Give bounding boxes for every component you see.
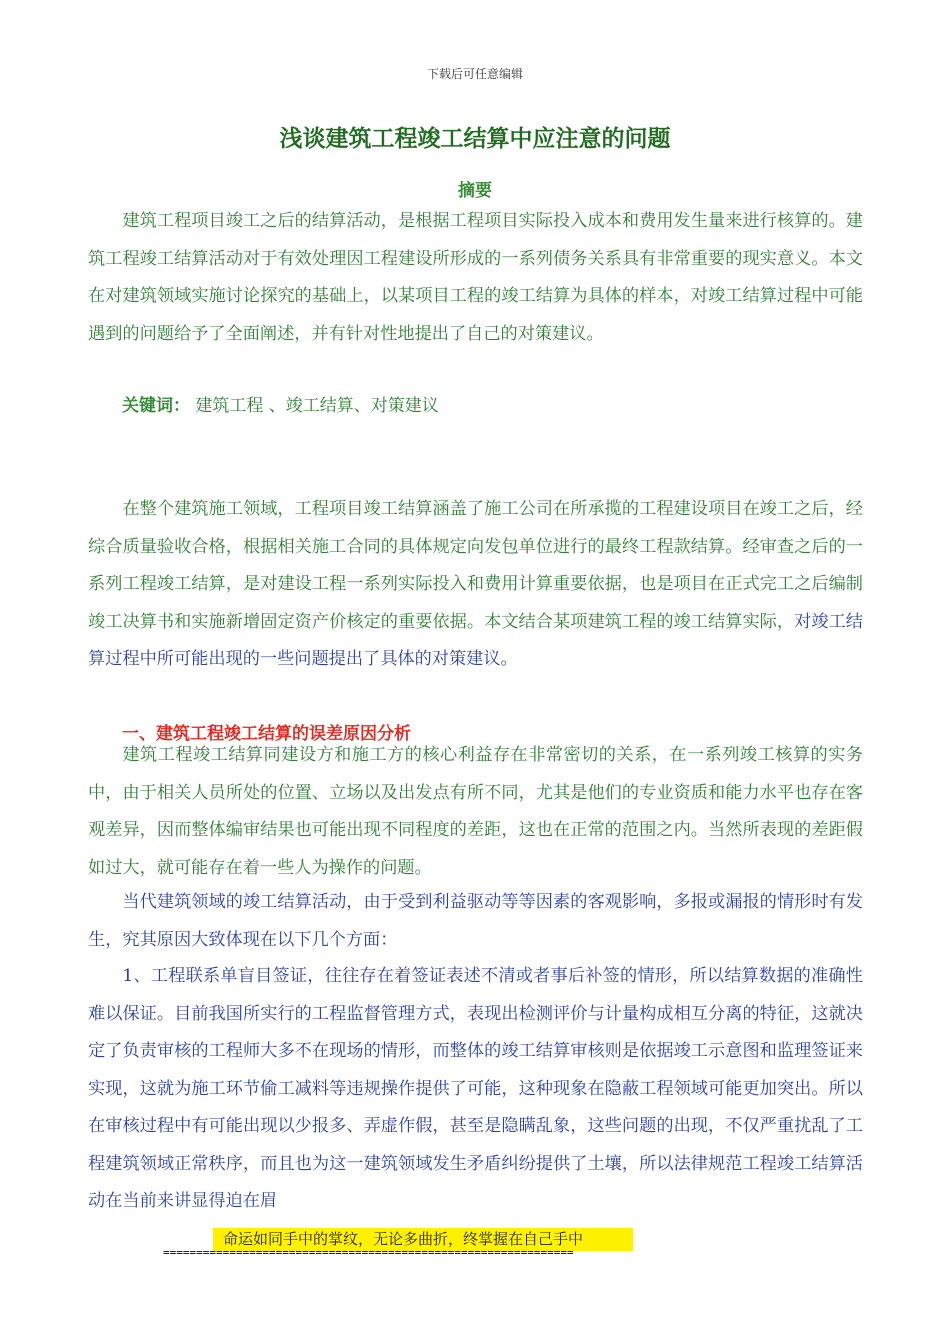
intro-highlight-text: 对竣工结算过程中所可能出现的一些问题提出了具体的对策建议。 — [88, 611, 863, 669]
intro-text: 在整个建筑施工领域，工程项目竣工结算涵盖了施工公司在所承揽的工程建设项目在竣工之后，经综合质量验收合格，根据相关施工合同的具体规定向发包单位进行的最终工程款结算。经审查之后的一系列工程竣工结算，是对建设工程一系列实际投入和费用计算重要依据，也是项目在正式完工之后编制竣工决算书和实施新增固定资产价核定的重要依据。本文结合某项建筑工程的竣工结算实际， — [88, 499, 863, 632]
section-paragraph-3: 1、工程联系单盲目签证，往往存在着签证表述不清或者事后补签的情形，所以结算数据的准确性难以保证。目前我国所实行的工程监督管理方式，表现出检测评价与计量构成相互分离的特征，这就决定了负责审核的工程师大多不在现场的情形，而整体的竣工结算审核则是依据竣工示意图和监理签证来实现，这就为施工环节偷工减料等违规操作提供了可能，这种现象在隐蔽工程领域可能更加突出。所以在审核过程中有可能出现以少报多、弄虚作假，甚至是隐瞒乱象，这些问题的出现，不仅严重扰乱了工程建筑领域正常秩序，而且也为这一建筑领域发生矛盾纠纷提供了土壤，所以法律规范工程竣工结算活动在当前来讲显得迫在眉 — [88, 966, 863, 1211]
keywords-line — [122, 392, 439, 420]
abstract-heading: 摘要 — [458, 181, 492, 201]
document-title: 浅谈建筑工程竣工结算中应注意的问题 — [279, 125, 671, 152]
intro-paragraph — [88, 491, 863, 679]
section-paragraph-1: 建筑工程竣工结算同建设方和施工方的核心利益存在非常密切的关系，在一系列竣工核算的实务中，由于相关人员所处的位置、立场以及出发点有所不同，尤其是他们的专业资质和能力水平也存在客观差异，因而整体编审结果也可能出现不同程度的差距，这也在正常的范围之内。当然所表现的差距假如过大，就可能存在着一些人为操作的问题。 — [88, 745, 863, 878]
section-heading: 一、建筑工程竣工结算的误差原因分析 — [122, 724, 411, 744]
abstract-body: 建筑工程项目竣工之后的结算活动，是根据工程项目实际投入成本和费用发生量来进行核算的。建筑工程竣工结算活动对于有效处理因工程建设所形成的一系列债务关系具有非常重要的现实意义。本文在对建筑领域实施讨论探究的基础上，以某项目工程的竣工结算为具体的样本，对竣工结算过程中可能遇到的问题给予了全面阐述，并有针对性地提出了自己的对策建议。 — [88, 211, 863, 344]
keywords-label: 关键词： — [122, 396, 190, 416]
footer-divider: ============================================================== — [163, 1246, 574, 1259]
keywords-text: 建筑工程 、竣工结算、对策建议 — [190, 396, 439, 416]
footer-motto: 命运如同手中的掌纹，无论多曲折，终掌握在自己手中 — [213, 1228, 633, 1251]
page-header-note: 下载后可任意编辑 — [426, 67, 523, 81]
section-paragraph-2: 当代建筑领域的竣工结算活动，由于受到利益驱动等等因素的客观影响，多报或漏报的情形时有发生，究其原因大致体现在以下几个方面： — [88, 892, 863, 950]
